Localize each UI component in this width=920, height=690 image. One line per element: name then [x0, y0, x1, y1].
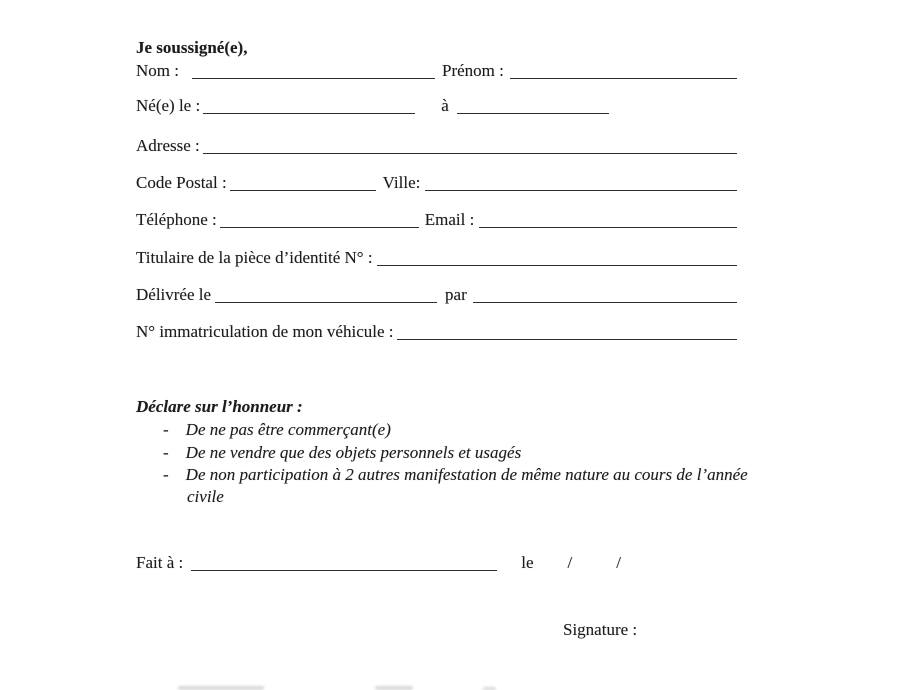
fait-a-blank-line — [191, 570, 497, 571]
email-blank-line — [479, 227, 737, 228]
declaration-heading — [136, 397, 303, 416]
field-row-adresse — [136, 136, 737, 155]
ville-blank-line — [425, 190, 737, 191]
intro-text: Je soussigné(e), — [136, 38, 248, 57]
date-slash: / — [616, 553, 621, 572]
ne-le-label: Né(e) le : — [136, 96, 201, 115]
page-edge-artifact — [178, 686, 264, 690]
par-blank-line — [473, 302, 737, 303]
fait-a-label: Fait à : — [136, 553, 184, 572]
nom-blank-line — [192, 78, 435, 79]
date-slash: / — [567, 553, 573, 572]
prenom-blank-line — [510, 78, 737, 79]
field-row-code-postal-ville — [136, 173, 737, 192]
prenom-label: Prénom : — [441, 61, 504, 80]
a-label: à — [441, 96, 449, 115]
immatriculation-blank-line — [397, 339, 737, 340]
lieu-naissance-blank-line — [457, 113, 609, 114]
code-postal-blank-line — [230, 190, 376, 191]
declaration-item — [163, 420, 391, 439]
ville-label: Ville: — [382, 173, 421, 192]
piece-identite-blank-line — [377, 265, 737, 266]
bullet-dash: - — [163, 420, 169, 439]
declaration-item-text: De ne vendre que des objets personnels et usagés — [185, 443, 522, 462]
bullet-dash: - — [163, 465, 169, 484]
field-row-delivree-par — [136, 285, 737, 304]
email-label: Email : — [424, 210, 475, 229]
page-edge-artifact — [375, 686, 413, 690]
field-row-ne-le — [136, 96, 609, 115]
adresse-blank-line — [203, 153, 737, 154]
code-postal-label: Code Postal : — [136, 173, 227, 192]
fait-a-row — [136, 553, 621, 572]
adresse-label: Adresse : — [136, 136, 200, 155]
field-row-nom-prenom — [136, 61, 737, 80]
declaration-item-text: civile — [187, 487, 224, 506]
declaration-item-continuation — [187, 487, 224, 506]
nom-label: Nom : — [136, 61, 179, 80]
delivree-blank-line — [215, 302, 437, 303]
signature-row — [563, 620, 637, 639]
par-label: par — [445, 285, 467, 304]
field-row-immatriculation — [136, 322, 737, 341]
telephone-blank-line — [220, 227, 419, 228]
signature-label: Signature : — [563, 620, 638, 639]
declaration-title: Déclare sur l’honneur : — [136, 397, 303, 416]
declaration-item-text: De ne pas être commerçant(e) — [185, 420, 391, 439]
delivree-label: Délivrée le — [136, 285, 212, 304]
declaration-item-text: De non participation à 2 autres manifestation de même nature au cours de l’année — [185, 465, 748, 484]
bullet-dash: - — [163, 443, 169, 462]
immatriculation-label: N° immatriculation de mon véhicule : — [136, 322, 394, 341]
field-row-telephone-email — [136, 210, 737, 229]
field-row-piece-identite — [136, 248, 737, 267]
declaration-item — [163, 465, 748, 484]
form-intro-heading — [136, 38, 247, 57]
le-label: le — [521, 553, 534, 572]
declaration-item — [163, 443, 521, 462]
piece-identite-label: Titulaire de la pièce d’identité N° : — [136, 248, 373, 267]
ne-le-blank-line — [203, 113, 415, 114]
telephone-label: Téléphone : — [136, 210, 217, 229]
